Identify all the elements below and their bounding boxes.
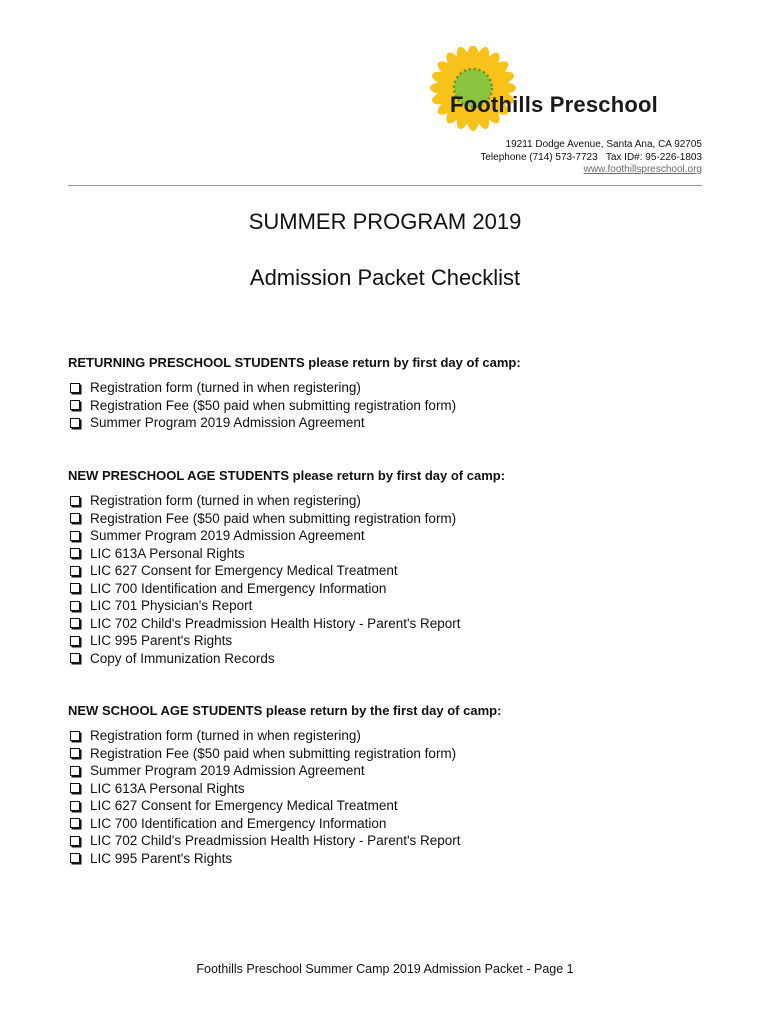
list-item[interactable]	[68, 397, 456, 415]
checkbox-icon[interactable]	[70, 513, 80, 523]
page-footer: Foothills Preschool Summer Camp 2019 Admission Packet - Page 1	[196, 962, 574, 976]
checkbox-icon[interactable]	[70, 618, 80, 628]
item-label: LIC 700 Identification and Emergency Information	[90, 580, 387, 596]
item-label: LIC 995 Parent's Rights	[90, 633, 233, 648]
checkbox-icon[interactable]	[70, 783, 80, 793]
section-heading-bold: RETURNING PRESCHOOL STUDENTS	[68, 355, 305, 370]
list-item[interactable]	[68, 632, 461, 650]
item-label: LIC 995 Parent's Rights	[90, 850, 233, 866]
checkbox-icon[interactable]	[70, 748, 80, 758]
item-label: LIC 613A Personal Rights	[90, 545, 245, 561]
item-label: LIC 702 Child's Preadmission Health History - Parent's Report	[90, 615, 461, 631]
section-heading-rest: please return by first day of camp:	[289, 468, 506, 483]
list-item[interactable]	[68, 850, 461, 868]
list-item[interactable]	[68, 492, 461, 510]
item-label: Registration Fee ($50 paid when submitting registration form)	[90, 745, 457, 761]
checklist-title: Admission Packet Checklist	[249, 265, 521, 290]
checkbox-icon[interactable]	[70, 636, 80, 646]
sunflower-icon	[428, 46, 518, 136]
item-label: Registration Fee ($50 paid when submitting registration form)	[90, 510, 457, 526]
list-item[interactable]	[68, 545, 461, 563]
checkbox-icon[interactable]	[70, 383, 80, 393]
item-label: Summer Program 2019 Admission Agreement	[90, 528, 365, 543]
item-label: LIC 702 Child's Preadmission Health History - Parent's Report	[90, 833, 461, 848]
checklist-new-school-age	[68, 727, 461, 867]
list-item[interactable]	[68, 815, 461, 833]
checklist-returning	[68, 379, 456, 432]
list-item[interactable]	[68, 580, 461, 598]
checkbox-icon[interactable]	[70, 731, 80, 741]
item-label: Summer Program 2019 Admission Agreement	[90, 415, 365, 430]
section-heading-new-preschool	[68, 468, 505, 483]
checkbox-icon[interactable]	[70, 818, 80, 828]
list-item[interactable]	[68, 597, 461, 615]
item-label: LIC 700 Identification and Emergency Information	[90, 815, 387, 831]
item-label: LIC 613A Personal Rights	[90, 780, 245, 796]
list-item[interactable]	[68, 780, 461, 798]
checkbox-icon[interactable]	[70, 801, 80, 811]
checkbox-icon[interactable]	[70, 496, 80, 506]
checkbox-icon[interactable]	[70, 583, 80, 593]
item-label: LIC 627 Consent for Emergency Medical Treatment	[90, 798, 398, 813]
program-title: SUMMER PROGRAM 2019	[248, 209, 522, 234]
section-heading-returning	[68, 355, 521, 370]
list-item[interactable]	[68, 562, 461, 580]
checkbox-icon[interactable]	[70, 853, 80, 863]
item-label: Copy of Immunization Records	[90, 650, 275, 666]
item-label: Registration form (turned in when registering)	[90, 728, 361, 743]
checkbox-icon[interactable]	[70, 566, 80, 576]
section-heading-bold: NEW PRESCHOOL AGE STUDENTS	[68, 468, 290, 483]
section-heading-rest: please return by the first day of camp:	[262, 703, 502, 718]
list-item[interactable]	[68, 650, 461, 668]
checkbox-icon[interactable]	[70, 531, 80, 541]
checkbox-icon[interactable]	[70, 836, 80, 846]
section-heading-new-school-age	[68, 703, 501, 718]
section-heading-bold: NEW SCHOOL AGE STUDENTS	[68, 703, 263, 718]
checkbox-icon[interactable]	[70, 400, 80, 410]
checklist-new-preschool	[68, 492, 461, 667]
list-item[interactable]	[68, 727, 461, 745]
list-item[interactable]	[68, 797, 461, 815]
checkbox-icon[interactable]	[70, 766, 80, 776]
item-label: LIC 627 Consent for Emergency Medical Treatment	[90, 563, 398, 578]
list-item[interactable]	[68, 745, 461, 763]
item-label: Registration Fee ($50 paid when submitting registration form)	[90, 397, 457, 413]
list-item[interactable]	[68, 615, 461, 633]
list-item[interactable]	[68, 414, 456, 432]
item-label: Summer Program 2019 Admission Agreement	[90, 763, 365, 778]
list-item[interactable]	[68, 762, 461, 780]
checkbox-icon[interactable]	[70, 548, 80, 558]
checkbox-icon[interactable]	[70, 601, 80, 611]
brand-name: Foothills Preschool	[450, 92, 658, 117]
list-item[interactable]	[68, 527, 461, 545]
contact-info: Telephone (714) 573-7723 Tax ID#: 95-226-1803	[480, 152, 702, 163]
checkbox-icon[interactable]	[70, 418, 80, 428]
checkbox-icon[interactable]	[70, 653, 80, 663]
website-link[interactable]: www.foothillspreschool.org	[583, 164, 702, 175]
header-divider	[68, 185, 702, 186]
address: 19211 Dodge Avenue, Santa Ana, CA 92705	[505, 139, 702, 150]
list-item[interactable]	[68, 379, 456, 397]
item-label: LIC 701 Physician's Report	[90, 598, 253, 613]
list-item[interactable]	[68, 510, 461, 528]
school-logo	[428, 46, 708, 136]
list-item[interactable]	[68, 832, 461, 850]
item-label: Registration form (turned in when registering)	[90, 493, 361, 508]
item-label: Registration form (turned in when registering)	[90, 380, 361, 395]
section-heading-rest: please return by first day of camp:	[304, 355, 521, 370]
